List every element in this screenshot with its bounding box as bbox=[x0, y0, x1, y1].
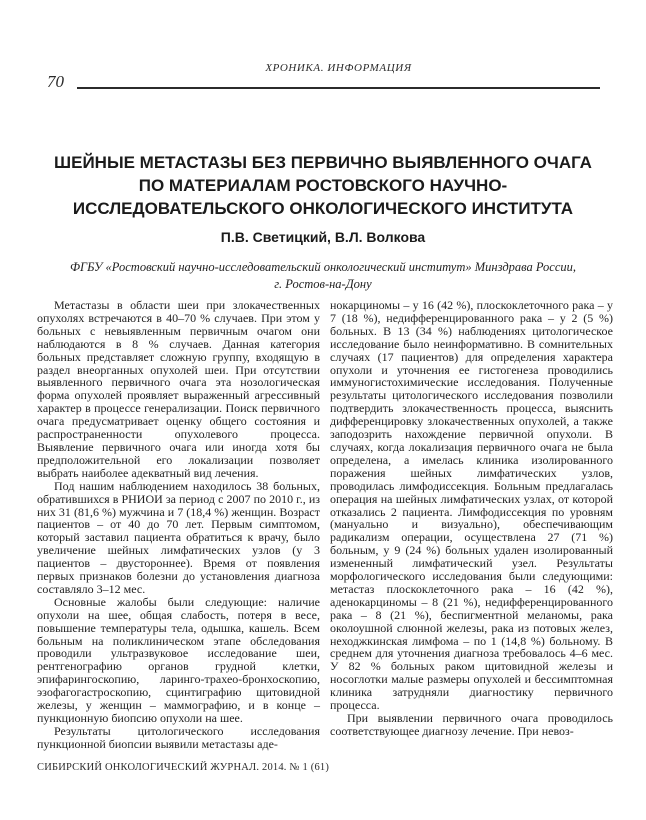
article-title-line-2: ПО МАТЕРИАЛАМ РОСТОВСКОГО НАУЧНО- bbox=[138, 176, 508, 195]
paragraph-complaints: Основные жалобы были следующие: наличие опухоли на шее, общая слабость, потеря в весе, повышение температуры тела, одышка, кашель. Всем больным на поликлиническом этапе обследования проводили ультразвуковое исследование шеи, рентгенографию органов грудной клетки, эпифарингоскопию, ларинго-трахео-бронхоскопию, эзофагогастроскопию, сцинтиграфию щитовидной железы, у женщин – маммографию, и в конце – пункционную биопсию опухоли на шее. bbox=[37, 594, 320, 725]
paragraph-cytology-continued: нокарциномы – у 16 (42 %), плоскоклеточного рака – у 7 (18 %), недифференцированного рака – у 2 (5 %) больных. В 13 (34 %) наблюдениях цитологическое исследование было неинформативно. В сомнительных случаях (17 пациентов) для определения характера опухоли и уточнения ее гистогенеза проводились иммуногистохимические исследования. Полученные результаты цитологического исследования позволили подтвердить злокачественность процесса, выяснить дифференцировку злокачественных опухолей, а также заподозрить нахождение первичной опухоли. В случаях, когда локализация первичного очага не была определена, а имелась клиника изолированного поражения шейных лимфатических узлов, проводилась лимфодиссекция. Больным предлагалась операция на шейных лимфатических узлах, от которой отказались 2 пациента. Лимфодиссекция по уровням (мануально и визуально), обеспечивающим радикализм операции, осуществлена 27 (71 %) больным, у 9 (24 %) больных удален изолированный измененный лимфатический узел. Результаты морфологического исследования были следующими: метастаз плоскоклеточного рака – 16 (42 %), аденокарциномы – 8 (21 %), недифференцированного рака – 8 (21 %), беспигментной меланомы, рака околоушной слюнной железы, рака из потовых желез, неходжкинская лимфома – по 1 (14,8 %) больному. В среднем для уточнения диагноза требовалось 4–6 мес. У 82 % больных раком щитовидной железы и носоглотки малые размеры опухолей и бессимптомная клиника затрудняли диагностику первичного процесса. bbox=[330, 298, 613, 713]
running-head: ХРОНИКА. ИНФОРМАЦИЯ bbox=[265, 62, 412, 74]
journal-footer: СИБИРСКИЙ ОНКОЛОГИЧЕСКИЙ ЖУРНАЛ. 2014. № 1 (61) bbox=[37, 762, 330, 773]
left-column bbox=[37, 299, 320, 751]
paragraph-treatment: При выявлении первичного очага проводилось соответствующее диагнозу лечение. При невоз- bbox=[330, 711, 613, 738]
page-number: 70 bbox=[47, 72, 64, 91]
paragraph-cytology-start: Результаты цитологического исследования пункционной биопсии выявили метастазы аде- bbox=[37, 723, 320, 751]
article-affiliation bbox=[20, 259, 626, 293]
article-title bbox=[20, 151, 626, 220]
header-rule bbox=[77, 87, 600, 89]
right-column bbox=[330, 299, 613, 751]
paragraph-intro: Метастазы в области шеи при злокачественных опухолях встречаются в 40–70 % случаев. При этом у больных с невыявленным первичным очагом они наблюдаются в 8 % случаев. Данная категория больных представляет сложную группу, входящую в раздел внеорганных опухолей шеи. При отсутствии выявленного первичного очага эта нозологическая форма опухолей проявляет выраженный агрессивный характер в процессе генерализации. Поиск первичного очага предусматривает оценку общего состояния и распространенности опухолевого процесса. Выявление первичного очага или иногда хотя бы предположительной его локализации позволяет выбрать наиболее адекватный вид лечения. bbox=[37, 298, 320, 480]
article-body bbox=[37, 299, 613, 751]
paragraph-observation: Под нашим наблюдением находилось 38 больных, обратившихся в РНИОИ за период с 2007 по 2010 г., из них 31 (81,6 %) мужчина и 7 (18,4 %) женщин. Возраст пациентов – от 40 до 70 лет. Первым симптомом, который заставил пациента обратиться к врачу, было увеличение шейных лимфатических узлов (у 3 пациентов – двустороннее). Время от появления первых признаков болезни до установления диагноза составляло 3–12 мес. bbox=[37, 478, 320, 596]
affiliation-line-2: г. Ростов-на-Дону bbox=[274, 277, 372, 291]
article-title-line-3: ИССЛЕДОВАТЕЛЬСКОГО ОНКОЛОГИЧЕСКОГО ИНСТИТУТА bbox=[72, 199, 574, 218]
article-title-line-1: ШЕЙНЫЕ МЕТАСТАЗЫ БЕЗ ПЕРВИЧНО ВЫЯВЛЕННОГО ОЧАГА bbox=[54, 153, 592, 172]
affiliation-line-1: ФГБУ «Ростовский научно-исследовательский онкологический институт» Минздрава России, bbox=[69, 260, 577, 274]
article-authors: П.В. Светицкий, В.Л. Волкова bbox=[220, 229, 426, 245]
